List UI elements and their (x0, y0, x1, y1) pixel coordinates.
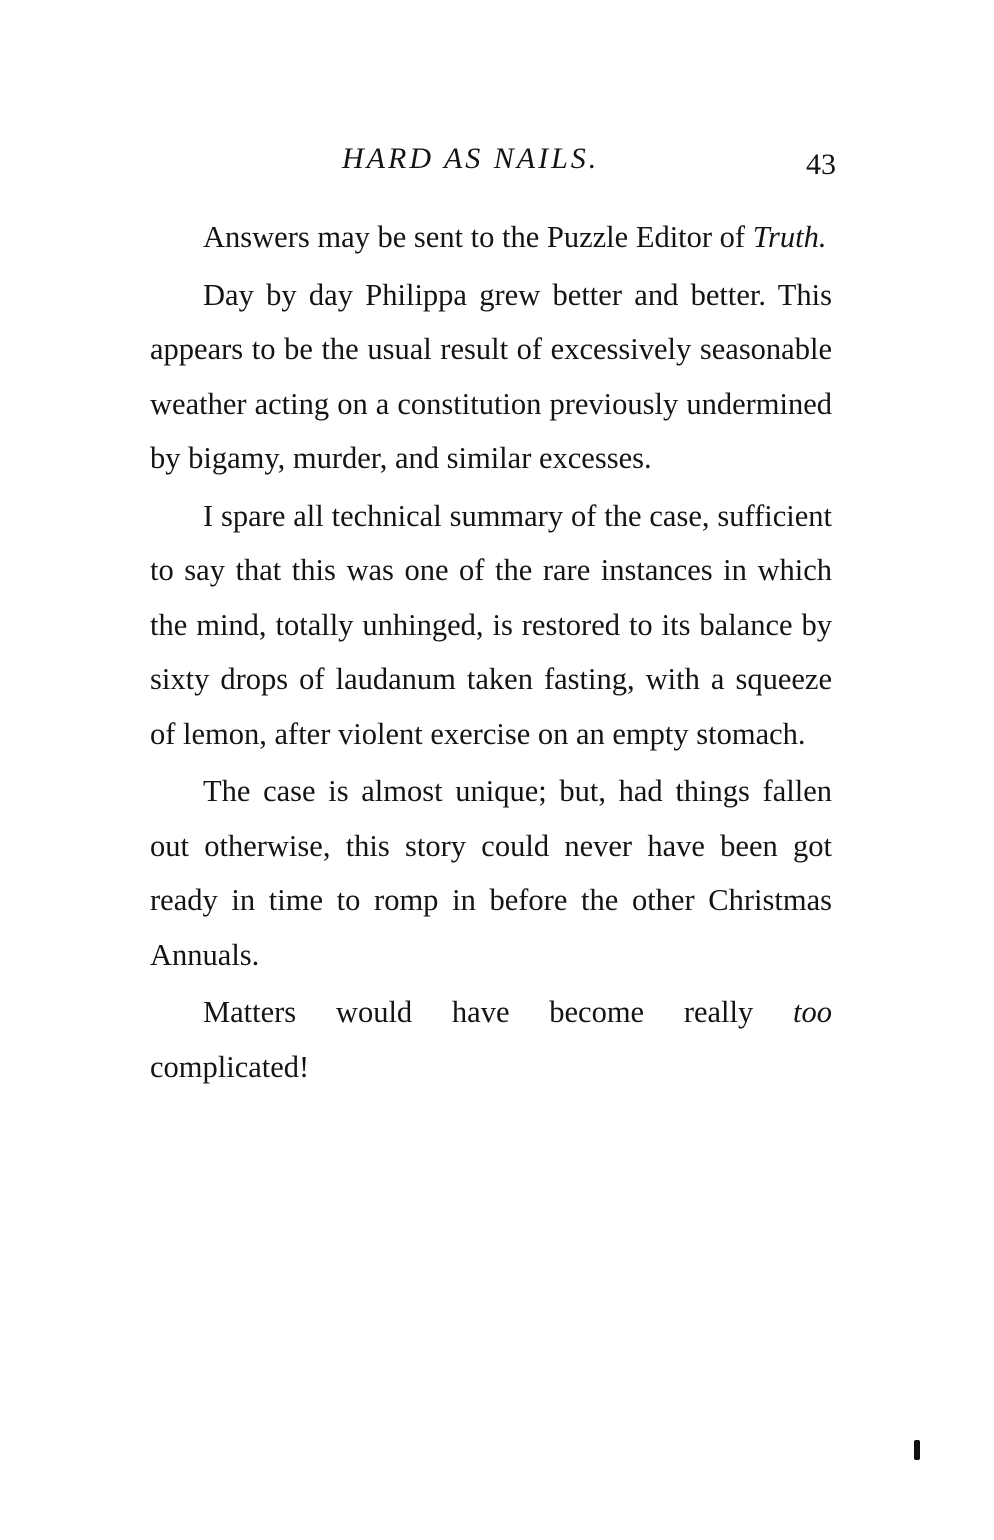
paragraph-complicated (150, 985, 832, 1094)
paragraph-text: Matters would have become really (203, 995, 794, 1029)
paragraph-italic-text: too (793, 995, 832, 1029)
paragraph-italic-text: Truth. (752, 220, 827, 254)
paragraph-text: The case is almost unique; but, had things fallen out otherwise, this story could never have been got ready in time to romp in before the other Christmas Annuals. (150, 774, 832, 972)
paragraph-text: Answers may be sent to the Puzzle Editor of (203, 220, 753, 254)
running-head (150, 142, 836, 186)
paragraph-unique-case (150, 764, 832, 982)
paragraph-technical-summary (150, 489, 832, 762)
page-number: 43 (806, 148, 836, 181)
running-title: HARD AS NAILS. (342, 142, 600, 175)
ink-mark (914, 1440, 920, 1460)
paragraph-text: Day by day Philippa grew better and better. This appears to be the usual result of excessively seasonable weather acting on a constitution previously undermined by bigamy, murder, and similar excesses. (150, 277, 832, 475)
paragraph-text: complicated! (150, 1049, 310, 1084)
paragraph-philippa (150, 268, 832, 486)
body-text (150, 210, 832, 1097)
paragraph-puzzle-editor (150, 210, 832, 265)
paragraph-text: I spare all technical summary of the case, sufficient to say that this was one of the rare instances in which the mind, totally unhinged, is restored to its balance by sixty drops of laudanum taken fasting, with a squeeze of lemon, after violent exercise on an empty stomach. (150, 498, 832, 751)
